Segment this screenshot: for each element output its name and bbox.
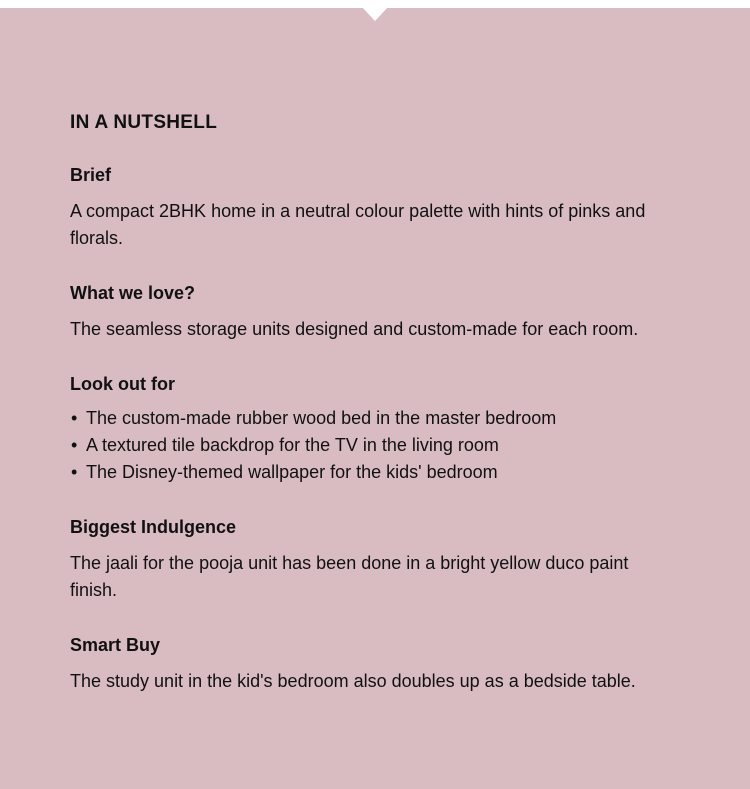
section-look-out-for bbox=[70, 373, 680, 486]
section-body: The seamless storage units designed and custom-made for each room. bbox=[70, 319, 639, 339]
bullet-icon: • bbox=[71, 408, 78, 428]
section-body: The jaali for the pooja unit has been done in a bright yellow duco paint finish. bbox=[70, 553, 629, 600]
section-body: The study unit in the kid's bedroom also doubles up as a bedside table. bbox=[70, 671, 636, 691]
section-body: A compact 2BHK home in a neutral colour palette with hints of pinks and florals. bbox=[70, 201, 646, 248]
section-brief bbox=[70, 164, 680, 252]
section-title: Biggest Indulgence bbox=[70, 517, 237, 537]
list-item bbox=[70, 432, 680, 459]
card-heading: IN A NUTSHELL bbox=[70, 112, 218, 133]
bullet-icon: • bbox=[71, 435, 78, 455]
pointer-notch bbox=[362, 7, 388, 21]
list-item bbox=[70, 459, 680, 486]
section-title: What we love? bbox=[70, 283, 196, 303]
list-item bbox=[70, 405, 680, 432]
section-title: Look out for bbox=[70, 374, 175, 394]
list-item-text: The Disney-themed wallpaper for the kids' bedroom bbox=[86, 462, 498, 482]
bullet-icon: • bbox=[71, 462, 78, 482]
section-title: Brief bbox=[70, 165, 112, 185]
bullet-list bbox=[70, 405, 680, 486]
list-item-text: A textured tile backdrop for the TV in the living room bbox=[86, 435, 499, 455]
list-item-text: The custom-made rubber wood bed in the master bedroom bbox=[86, 408, 557, 428]
section-what-we-love bbox=[70, 282, 680, 343]
section-smart-buy bbox=[70, 634, 680, 695]
section-title: Smart Buy bbox=[70, 635, 161, 655]
nutshell-card bbox=[0, 8, 750, 789]
section-biggest-indulgence bbox=[70, 516, 680, 604]
